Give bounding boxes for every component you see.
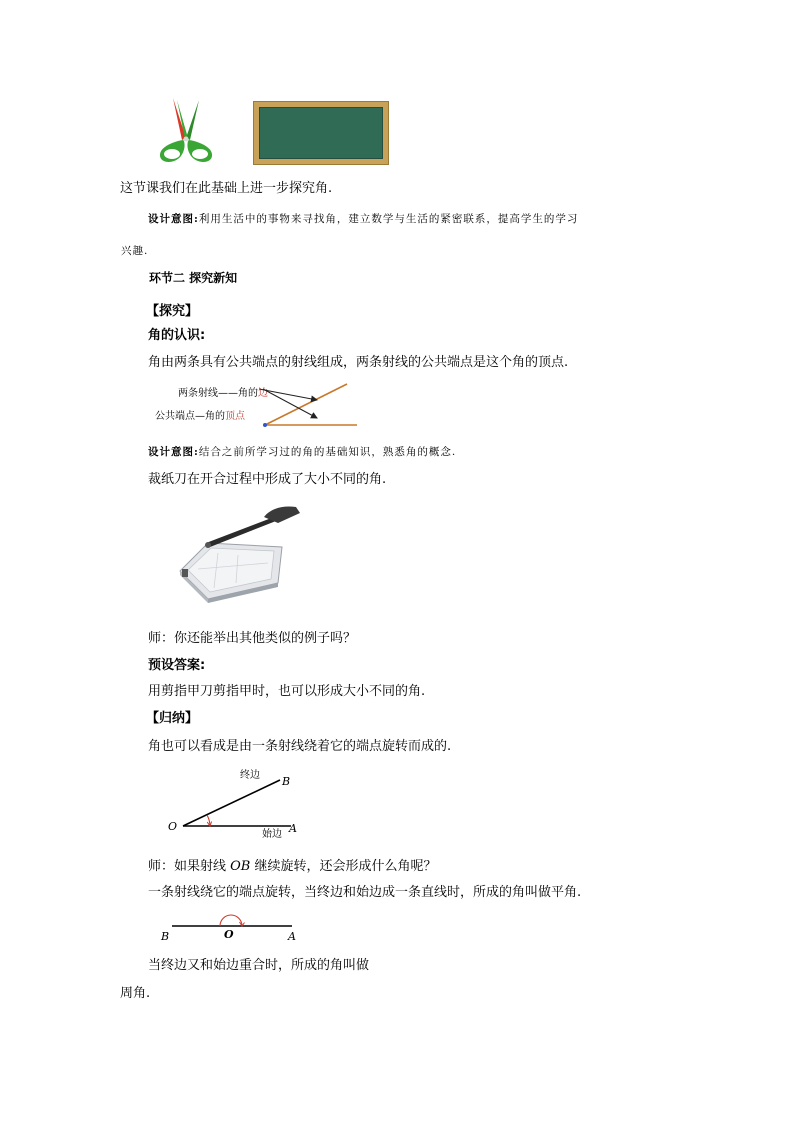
design-intent-label: 设计意图: <box>148 213 199 225</box>
label-vertex-key: 顶点 <box>225 411 245 422</box>
angle-recognition-heading: 角的认识: <box>148 328 206 343</box>
intro-line: 这节课我们在此基础上进一步探究角. <box>120 181 333 196</box>
design-intent-1 <box>148 211 578 226</box>
explore-heading: 【探究】 <box>146 304 199 319</box>
scissors-illustration <box>155 98 217 168</box>
full-angle-cont: 周角. <box>120 986 151 1001</box>
design-intent-2-text: 结合之前所学习过的角的基础知识，熟悉角的概念. <box>198 446 457 458</box>
point-b-label: B <box>282 775 291 788</box>
ray-ob: OB <box>230 859 251 874</box>
teacher-question-1: 师：你还能举出其他类似的例子吗？ <box>148 631 357 646</box>
angle-parts-diagram <box>255 378 365 432</box>
paper-cutter-illustration <box>178 503 308 607</box>
label-vertex-prefix: 公共端点—角的 <box>155 411 225 422</box>
straight-point-o: O <box>224 928 234 941</box>
initial-side-label: 始边 <box>262 829 282 840</box>
summary-heading: 【归纳】 <box>146 711 199 726</box>
section-title: 环节二 探究新知 <box>149 271 238 285</box>
design-intent-1-cont: 兴趣. <box>121 245 149 257</box>
question-2-prefix: 师：如果射线 <box>148 859 231 874</box>
paper-cutter-text: 裁纸刀在开合过程中形成了大小不同的角. <box>148 472 387 487</box>
design-intent-2-label: 设计意图: <box>148 446 199 458</box>
straight-point-b: B <box>161 930 170 943</box>
terminal-side-label: 终边 <box>240 770 260 781</box>
design-intent-2 <box>148 444 456 459</box>
straight-angle-diagram <box>172 908 297 938</box>
label-sides-prefix: 两条射线——角的 <box>178 388 258 399</box>
angle-definition: 角由两条具有公共端点的射线组成，两条射线的公共端点是这个角的顶点. <box>148 355 569 370</box>
point-o-label: O <box>168 820 178 833</box>
label-vertex <box>155 411 245 423</box>
blackboard-illustration <box>253 101 389 165</box>
question-2-suffix: 继续旋转，还会形成什么角呢？ <box>250 859 437 874</box>
teacher-question-2 <box>148 858 437 876</box>
label-sides-key: 边 <box>258 388 268 399</box>
design-intent-text: 利用生活中的事物来寻找角，建立数学与生活的紧密联系，提高学生的学习 <box>198 213 579 225</box>
straight-point-a: A <box>288 930 296 943</box>
summary-text: 角也可以看成是由一条射线绕着它的端点旋转而成的. <box>148 739 452 754</box>
straight-angle-text: 一条射线绕它的端点旋转，当终边和始边成一条直线时，所成的角叫做平角. <box>148 885 582 900</box>
point-a-label: A <box>289 822 297 835</box>
full-angle-text: 当终边又和始边重合时，所成的角叫做 <box>148 958 370 973</box>
preset-answer-heading: 预设答案: <box>148 658 206 673</box>
preset-answer-text: 用剪指甲刀剪指甲时，也可以形成大小不同的角. <box>148 684 426 699</box>
